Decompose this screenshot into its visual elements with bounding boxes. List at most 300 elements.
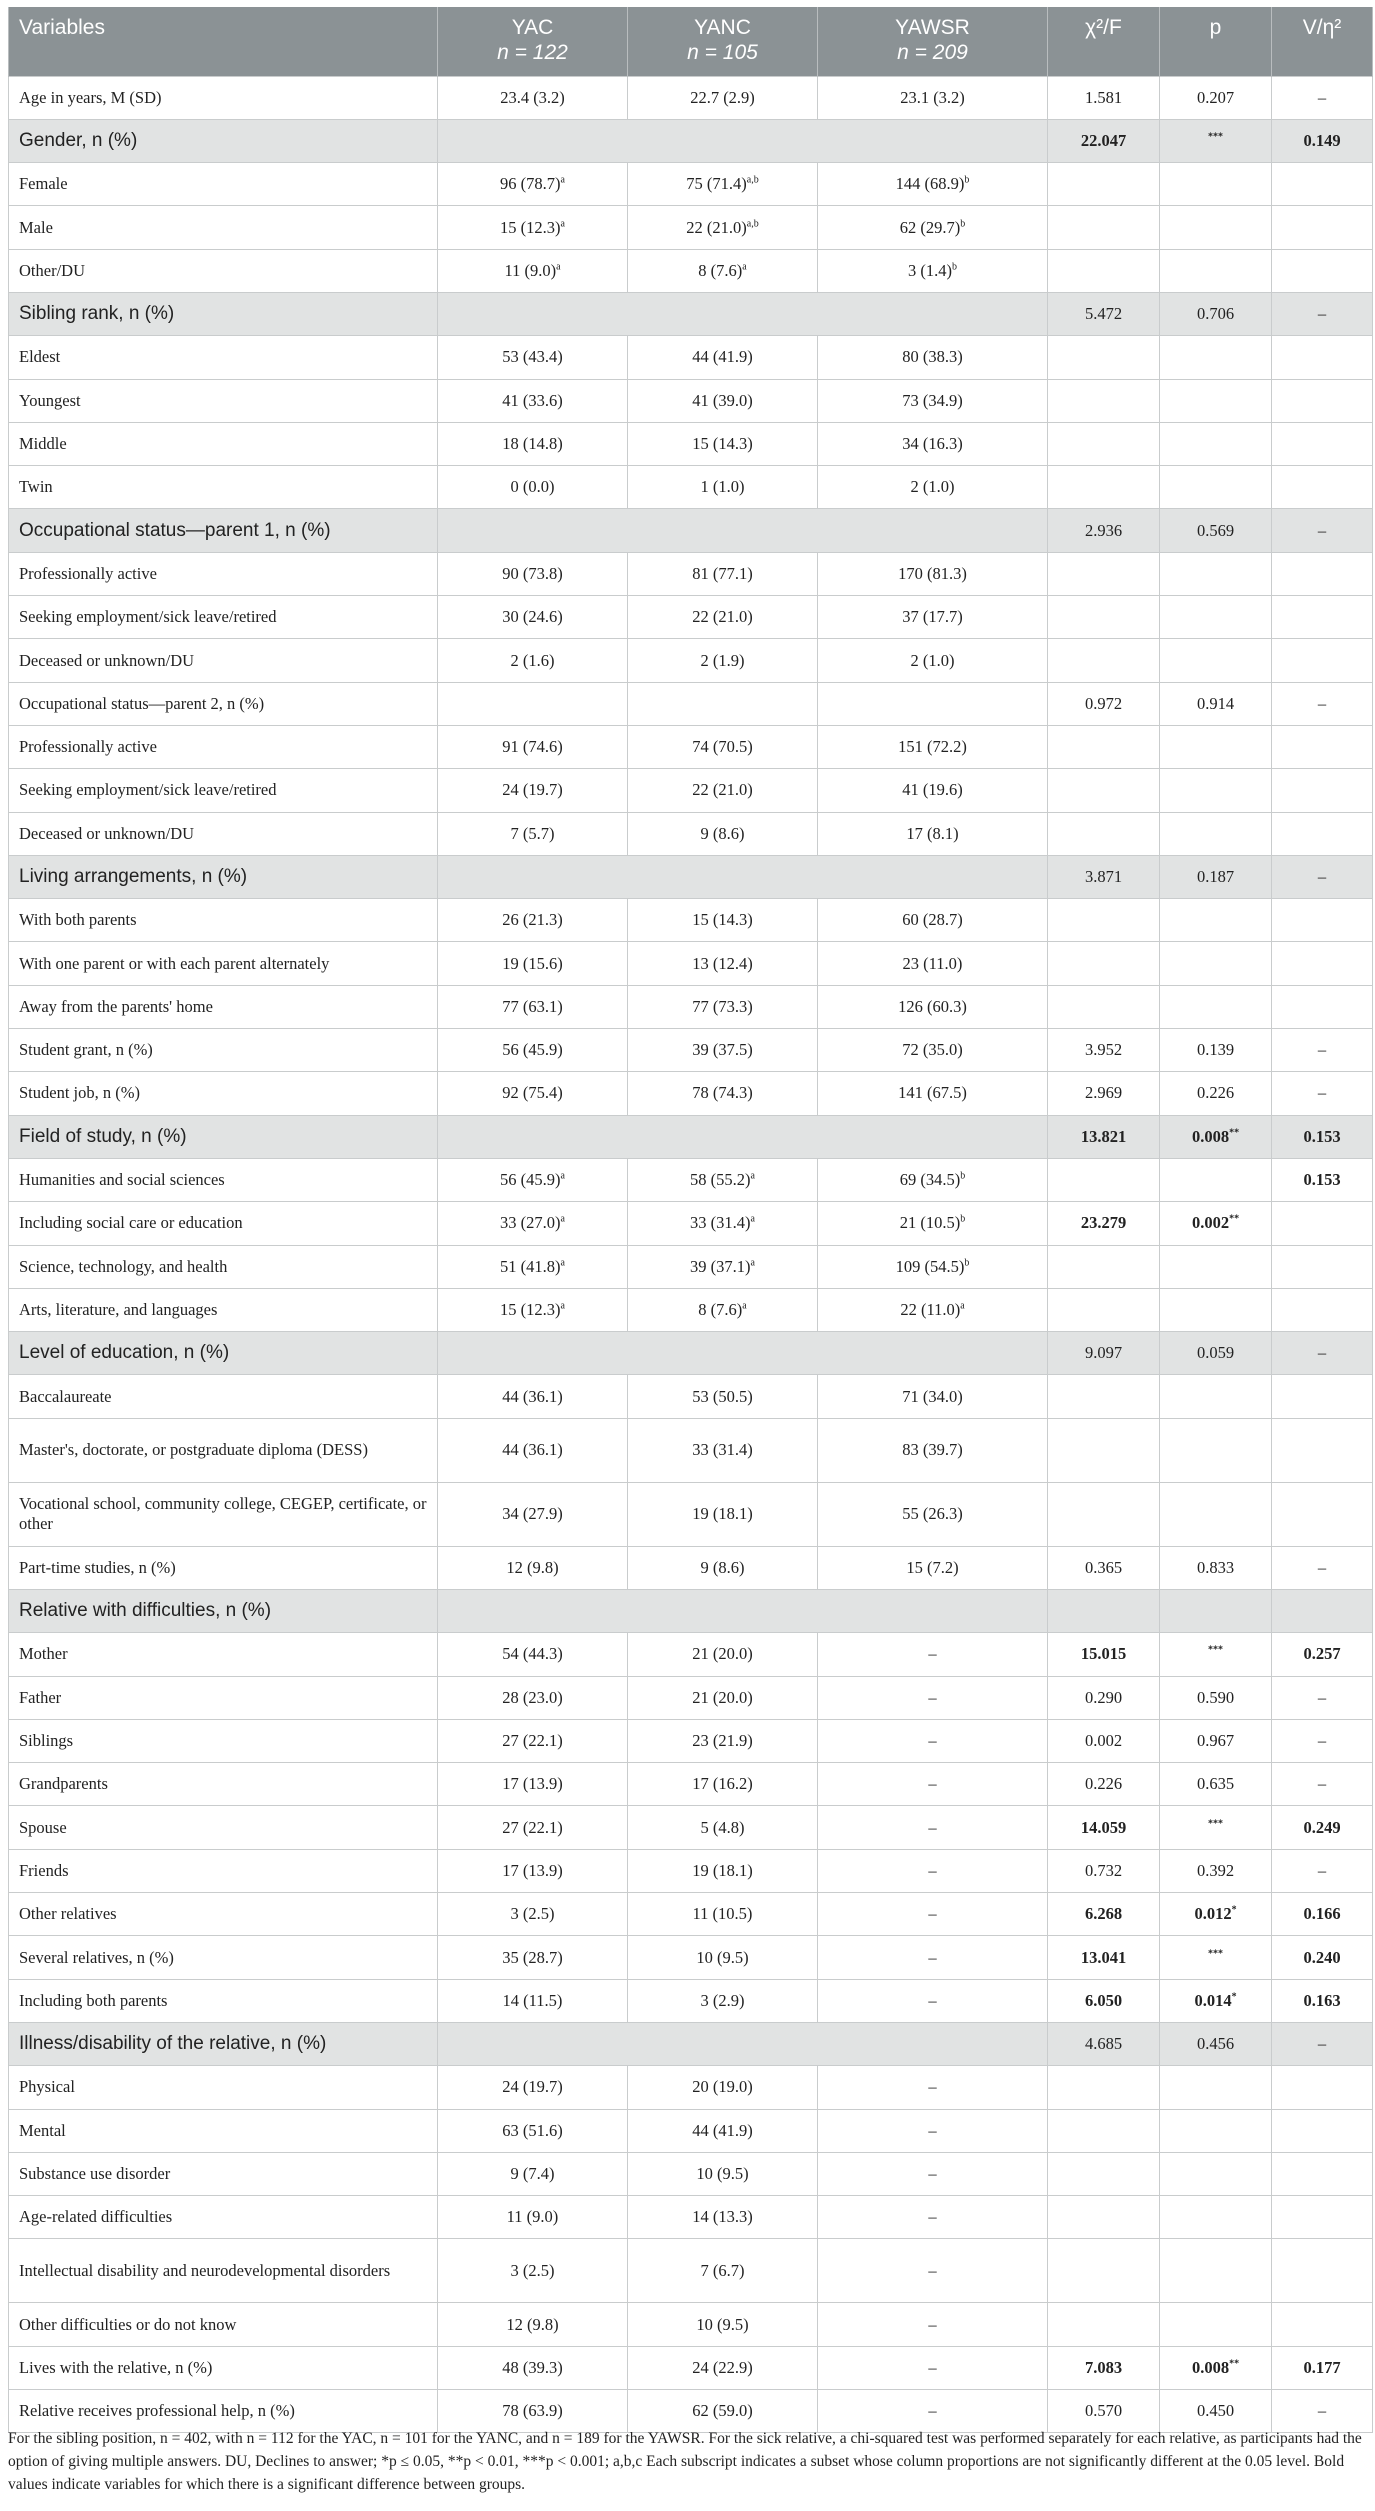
table-cell <box>1048 2346 1160 2389</box>
table-cell <box>1160 725 1272 768</box>
cell-value: 0.635 <box>1196 1774 1235 1794</box>
cell-value: – <box>1317 1731 1327 1751</box>
cell-value: 9.097 <box>1084 1343 1123 1363</box>
cell-value: – <box>1317 1083 1327 1103</box>
table-cell <box>1160 596 1272 639</box>
table-cell <box>818 1676 1048 1719</box>
table-row <box>9 1676 1373 1719</box>
cell-value: 6.268 <box>1084 1904 1123 1924</box>
cell-value: – <box>928 2120 937 2140</box>
table-cell <box>438 1633 628 1676</box>
column-header-name: YAC <box>511 16 554 39</box>
cell-value: 2 (1.0) <box>910 477 955 497</box>
cell-value: 22.047 <box>1080 130 1127 150</box>
table-cell <box>438 2109 628 2152</box>
table-cell <box>1160 1633 1272 1676</box>
table-cell <box>1048 466 1160 509</box>
row-label: Female <box>9 163 438 206</box>
cell-value: 11 (9.0) <box>504 260 557 280</box>
table-row <box>9 422 1373 465</box>
cell-value: 10 (9.5) <box>696 2314 749 2334</box>
column-header <box>628 7 818 76</box>
table-cell <box>1272 1849 1373 1892</box>
table-cell <box>438 1375 628 1418</box>
row-label: Youngest <box>9 379 438 422</box>
cell-value: 39 (37.5) <box>692 1040 753 1060</box>
table-cell <box>1272 1719 1373 1762</box>
cell-superscript: ** <box>1229 1213 1240 1225</box>
cell-value: 151 (72.2) <box>898 737 967 757</box>
cell-value: 7 (5.7) <box>510 823 555 843</box>
table-row <box>9 2109 1373 2152</box>
cell-value: 55 (26.3) <box>902 1504 963 1524</box>
table-cell <box>1272 1806 1373 1849</box>
table-row <box>9 725 1373 768</box>
cell-value: 53 (43.4) <box>502 347 563 367</box>
table-cell <box>1048 2239 1160 2303</box>
cell-value: 6.050 <box>1084 1990 1123 2010</box>
table-cell <box>438 1719 628 1762</box>
cell-value: 0.590 <box>1196 1687 1235 1707</box>
cell-value: 21 (20.0) <box>692 1687 753 1707</box>
cell-value: 34 (27.9) <box>502 1504 563 1524</box>
table-cell <box>628 466 818 509</box>
cell-value: 62 (29.7) <box>899 217 961 237</box>
table-cell <box>1048 1633 1160 1676</box>
cell-superscript: a <box>560 218 565 230</box>
table-cell <box>1048 76 1160 119</box>
table-cell <box>1048 769 1160 812</box>
table-cell <box>1048 1936 1160 1979</box>
cell-value: 126 (60.3) <box>898 996 967 1016</box>
table-row <box>9 1482 1373 1546</box>
table-cell <box>628 2109 818 2152</box>
table-cell <box>1272 1979 1373 2022</box>
row-label: Deceased or unknown/DU <box>9 812 438 855</box>
table-cell <box>438 422 628 465</box>
cell-value: 13 (12.4) <box>692 953 753 973</box>
row-label: Seeking employment/sick leave/retired <box>9 769 438 812</box>
cell-value: 72 (35.0) <box>902 1040 963 1060</box>
table-cell <box>1272 1482 1373 1546</box>
cell-value: – <box>928 2164 937 2183</box>
table-cell <box>818 2196 1048 2239</box>
table-row <box>9 985 1373 1028</box>
table-cell <box>1160 1375 1272 1418</box>
table-cell <box>1272 1763 1373 1806</box>
table-cell <box>1048 1158 1160 1201</box>
row-label: Other difficulties or do not know <box>9 2303 438 2346</box>
cell-value: 14 (13.3) <box>692 2207 753 2227</box>
cell-superscript: b <box>964 1257 970 1269</box>
cell-value: 92 (75.4) <box>502 1083 563 1103</box>
row-label: Spouse <box>9 1806 438 1849</box>
table-cell <box>438 1288 628 1331</box>
table-cell <box>438 725 628 768</box>
cell-value: – <box>928 1860 937 1880</box>
cell-value: 90 (73.8) <box>502 563 563 583</box>
cell-value: 8 (7.6) <box>698 1299 743 1319</box>
cell-value: 0.249 <box>1303 1817 1341 1837</box>
cell-value: – <box>928 1644 937 1664</box>
cell-superscript: *** <box>1208 1644 1223 1656</box>
cell-superscript: a <box>556 261 561 273</box>
cell-value: – <box>1317 520 1327 540</box>
cell-superscript: *** <box>1208 131 1223 143</box>
cell-value: – <box>1317 87 1327 107</box>
table-cell <box>1048 855 1160 898</box>
row-label: Occupational status—parent 1, n (%) <box>9 509 438 552</box>
row-label: Age-related difficulties <box>9 2196 438 2239</box>
row-label: Other/DU <box>9 249 438 292</box>
cell-value: 0.972 <box>1084 693 1123 713</box>
cell-superscript: a <box>742 1300 747 1312</box>
cell-superscript: a <box>960 1300 965 1312</box>
table-cell <box>1160 1936 1272 1979</box>
cell-value: – <box>1317 1687 1327 1707</box>
table-cell <box>1048 1893 1160 1936</box>
table-cell <box>1048 1979 1160 2022</box>
table-cell <box>438 1676 628 1719</box>
table-cell <box>1048 249 1160 292</box>
cell-value: 27 (22.1) <box>502 1731 563 1751</box>
table-cell <box>438 2239 628 2303</box>
table-cell <box>628 1375 818 1418</box>
table-cell <box>1048 2022 1160 2065</box>
cell-value: 0.570 <box>1084 2401 1123 2421</box>
table-cell <box>1048 1288 1160 1331</box>
cell-superscript: * <box>1231 1904 1237 1916</box>
cell-value: 0 (0.0) <box>510 477 555 497</box>
cell-value: – <box>928 2260 937 2280</box>
cell-value: 8 (7.6) <box>698 260 743 280</box>
cell-value: 0.290 <box>1084 1687 1123 1707</box>
table-cell <box>1160 1115 1272 1158</box>
cell-value: 23.279 <box>1080 1213 1127 1233</box>
demographics-table <box>8 7 1373 2433</box>
table-row <box>9 76 1373 119</box>
table-cell <box>628 2196 818 2239</box>
cell-value: 75 (71.4) <box>686 174 747 194</box>
table-cell <box>818 639 1048 682</box>
table-cell <box>628 2346 818 2389</box>
table-cell <box>1272 985 1373 1028</box>
cell-value: 0.059 <box>1196 1343 1235 1363</box>
cell-superscript: a <box>560 174 565 186</box>
table-cell <box>438 1849 628 1892</box>
cell-value: 27 (22.1) <box>502 1817 563 1837</box>
table-cell <box>628 812 818 855</box>
row-label: Substance use disorder <box>9 2152 438 2195</box>
table-cell <box>818 1375 1048 1418</box>
table-cell <box>438 639 628 682</box>
table-cell <box>628 2303 818 2346</box>
table-cell <box>818 1893 1048 1936</box>
table-cell <box>1160 1029 1272 1072</box>
section-spacer <box>438 2022 1048 2065</box>
cell-value: 41 (33.6) <box>502 390 563 410</box>
table-cell <box>628 1979 818 2022</box>
cell-value: 17 (8.1) <box>906 823 959 843</box>
table-cell <box>1048 812 1160 855</box>
table-cell <box>818 1633 1048 1676</box>
table-cell <box>818 1936 1048 1979</box>
cell-value: 19 (18.1) <box>692 1860 753 1880</box>
table-cell <box>438 1158 628 1201</box>
table-row <box>9 1849 1373 1892</box>
cell-value: 3.952 <box>1084 1040 1123 1060</box>
cell-value: 0.177 <box>1303 2357 1341 2377</box>
row-label: Several relatives, n (%) <box>9 1936 438 1979</box>
cell-value: 30 (24.6) <box>502 607 563 627</box>
cell-value: 2.969 <box>1084 1083 1123 1103</box>
cell-value: 71 (34.0) <box>902 1386 963 1406</box>
table-cell <box>1160 1806 1272 1849</box>
cell-value: 0.002 <box>1191 1213 1230 1233</box>
table-cell <box>1160 1676 1272 1719</box>
row-label: Professionally active <box>9 725 438 768</box>
cell-value: 11 (10.5) <box>692 1904 753 1924</box>
table-cell <box>438 985 628 1028</box>
table-cell <box>1160 639 1272 682</box>
table-cell <box>1160 552 1272 595</box>
table-cell <box>1048 1072 1160 1115</box>
column-header <box>818 7 1048 76</box>
cell-value: 15 (12.3) <box>500 217 561 237</box>
table-cell <box>1272 2196 1373 2239</box>
row-label: Occupational status—parent 2, n (%) <box>9 682 438 725</box>
cell-value: – <box>1317 1860 1327 1880</box>
cell-superscript: a <box>750 1213 755 1225</box>
table-cell <box>1272 1202 1373 1245</box>
column-header-n: n = 122 <box>497 41 568 64</box>
table-cell <box>1048 1806 1160 1849</box>
row-label: Eldest <box>9 336 438 379</box>
row-label: Deceased or unknown/DU <box>9 639 438 682</box>
cell-superscript: a <box>750 1257 755 1269</box>
table-cell <box>1272 1332 1373 1375</box>
table-cell <box>818 1482 1048 1546</box>
table-cell <box>1160 206 1272 249</box>
table-row <box>9 206 1373 249</box>
row-label: Living arrangements, n (%) <box>9 855 438 898</box>
table-cell <box>438 76 628 119</box>
table-cell <box>818 336 1048 379</box>
table-cell <box>628 682 818 725</box>
table-cell <box>438 1936 628 1979</box>
table-cell <box>628 163 818 206</box>
table-cell <box>1272 422 1373 465</box>
cell-value: 44 (36.1) <box>502 1386 563 1406</box>
table-row <box>9 1158 1373 1201</box>
table-cell <box>1272 2066 1373 2109</box>
cell-value: 5 (4.8) <box>700 1817 745 1837</box>
section-row <box>9 119 1373 162</box>
table-cell <box>818 1849 1048 1892</box>
table-cell <box>628 725 818 768</box>
cell-value: 12 (9.8) <box>506 1557 559 1577</box>
table-cell <box>1160 1202 1272 1245</box>
table-cell <box>628 1849 818 1892</box>
cell-value: – <box>1317 693 1327 713</box>
table-cell <box>818 596 1048 639</box>
table-cell <box>1048 2303 1160 2346</box>
table-row <box>9 163 1373 206</box>
cell-value: 13.041 <box>1080 1947 1127 1967</box>
table-cell <box>628 769 818 812</box>
table-cell <box>818 206 1048 249</box>
table-cell <box>1272 596 1373 639</box>
table-cell <box>1160 76 1272 119</box>
section-spacer <box>438 855 1048 898</box>
cell-value: 63 (51.6) <box>502 2120 563 2140</box>
table-row <box>9 1719 1373 1762</box>
table-row <box>9 1375 1373 1418</box>
table-cell <box>1048 1546 1160 1589</box>
table-cell <box>1272 2022 1373 2065</box>
cell-value: 3.871 <box>1084 866 1123 886</box>
table-cell <box>1048 1763 1160 1806</box>
table-cell <box>438 899 628 942</box>
table-cell <box>818 1158 1048 1201</box>
cell-value: 0.014 <box>1194 1990 1232 2010</box>
table-row <box>9 2196 1373 2239</box>
table-cell <box>1048 985 1160 1028</box>
table-cell <box>1160 509 1272 552</box>
cell-value: 7.083 <box>1084 2357 1123 2377</box>
table-cell <box>438 1245 628 1288</box>
cell-superscript: a <box>560 1213 565 1225</box>
cell-value: 44 (36.1) <box>502 1440 563 1460</box>
table-cell <box>1272 76 1373 119</box>
column-header <box>1272 7 1373 76</box>
table-row <box>9 1202 1373 1245</box>
table-cell <box>438 769 628 812</box>
table-cell <box>1048 292 1160 335</box>
table-cell <box>1048 1418 1160 1482</box>
row-label: Sibling rank, n (%) <box>9 292 438 335</box>
table-cell <box>818 1806 1048 1849</box>
table-cell <box>1048 682 1160 725</box>
row-label: Baccalaureate <box>9 1375 438 1418</box>
cell-value: 0.732 <box>1084 1860 1123 1880</box>
table-header-row <box>9 7 1373 76</box>
cell-value: 69 (34.5) <box>899 1170 961 1190</box>
cell-value: 56 (45.9) <box>502 1040 563 1060</box>
row-label: Including both parents <box>9 1979 438 2022</box>
table-cell <box>1272 509 1373 552</box>
cell-value: 62 (59.0) <box>692 2401 753 2421</box>
table-row <box>9 336 1373 379</box>
table-cell <box>628 379 818 422</box>
table-cell <box>1048 422 1160 465</box>
cell-value: 0.569 <box>1196 520 1235 540</box>
column-header <box>9 7 438 76</box>
table-cell <box>628 1482 818 1546</box>
table-cell <box>438 1029 628 1072</box>
table-cell <box>1160 1546 1272 1589</box>
cell-value: 109 (54.5) <box>895 1256 965 1276</box>
table-cell <box>438 552 628 595</box>
table-cell <box>818 899 1048 942</box>
row-label: Relative receives professional help, n (%) <box>9 2390 438 2433</box>
table-cell <box>1160 2066 1272 2109</box>
cell-value: 14 (11.5) <box>502 1990 563 2010</box>
cell-value: 17 (13.9) <box>502 1774 563 1794</box>
table-cell <box>438 2303 628 2346</box>
row-label: Relative with difficulties, n (%) <box>9 1590 438 1633</box>
table-cell <box>818 1979 1048 2022</box>
cell-superscript: a,b <box>746 174 759 186</box>
row-label: Level of education, n (%) <box>9 1332 438 1375</box>
cell-value: 56 (45.9) <box>500 1170 561 1190</box>
table-row <box>9 596 1373 639</box>
cell-value: 22.7 (2.9) <box>690 87 755 107</box>
row-label: Age in years, M (SD) <box>9 76 438 119</box>
cell-value: 141 (67.5) <box>898 1083 967 1103</box>
row-label: Mother <box>9 1633 438 1676</box>
cell-value: 0.240 <box>1303 1947 1341 1967</box>
table-cell <box>1272 1288 1373 1331</box>
cell-value: 0.456 <box>1196 2034 1235 2054</box>
cell-value: 77 (63.1) <box>502 996 563 1016</box>
table-cell <box>1272 1072 1373 1115</box>
table-cell <box>1272 1158 1373 1201</box>
row-label: Other relatives <box>9 1893 438 1936</box>
cell-value: 33 (31.4) <box>692 1440 753 1460</box>
cell-value: 0.187 <box>1196 866 1235 886</box>
cell-superscript: b <box>952 261 957 273</box>
table-row <box>9 379 1373 422</box>
column-header-name: YANC <box>694 16 751 39</box>
cell-value: – <box>1317 1343 1327 1363</box>
table-cell <box>1272 1546 1373 1589</box>
cell-value: 73 (34.9) <box>902 390 963 410</box>
table-cell <box>628 1633 818 1676</box>
table-row <box>9 1245 1373 1288</box>
table-cell <box>628 336 818 379</box>
table-cell <box>1160 1979 1272 2022</box>
table-cell <box>1048 639 1160 682</box>
table-cell <box>818 725 1048 768</box>
table-cell <box>628 1676 818 1719</box>
cell-value: – <box>928 2401 937 2421</box>
table-cell <box>1272 292 1373 335</box>
cell-value: 4.685 <box>1084 2034 1123 2054</box>
cell-value: 41 (39.0) <box>692 390 753 410</box>
table-cell <box>628 2239 818 2303</box>
table-cell <box>818 552 1048 595</box>
table-row <box>9 682 1373 725</box>
table-row <box>9 466 1373 509</box>
table-cell <box>628 1202 818 1245</box>
table-cell <box>1160 1418 1272 1482</box>
table-cell <box>628 1245 818 1288</box>
cell-value: 96 (78.7) <box>500 174 561 194</box>
table-cell <box>1272 1633 1373 1676</box>
table-cell <box>1160 379 1272 422</box>
table-cell <box>1160 249 1272 292</box>
cell-value: 39 (37.1) <box>690 1256 751 1276</box>
table-cell <box>818 2346 1048 2389</box>
table-cell <box>1160 2346 1272 2389</box>
table-footnote: For the sibling position, n = 402, with n = 112 for the YAC, n = 101 for the YANC, and n = 189 for the YAWSR. For the sick relative, a chi-squared test was performed separately for each relative, as participants had the option of giving multiple answers. DU, Declines to answer; *p ≤ 0.05, **p < 0.01, ***p < 0.001; a,b,c Each subscript indicates a subset whose column proportions are not significantly different at the 0.05 level. Bold values indicate variables for which there is a significant difference between groups. <box>8 2430 1362 2493</box>
cell-value: 11 (9.0) <box>506 2207 559 2227</box>
table-cell <box>1272 466 1373 509</box>
table-cell <box>1272 1115 1373 1158</box>
cell-value: 3 (2.9) <box>700 1990 745 2010</box>
cell-value: – <box>928 1904 937 1924</box>
